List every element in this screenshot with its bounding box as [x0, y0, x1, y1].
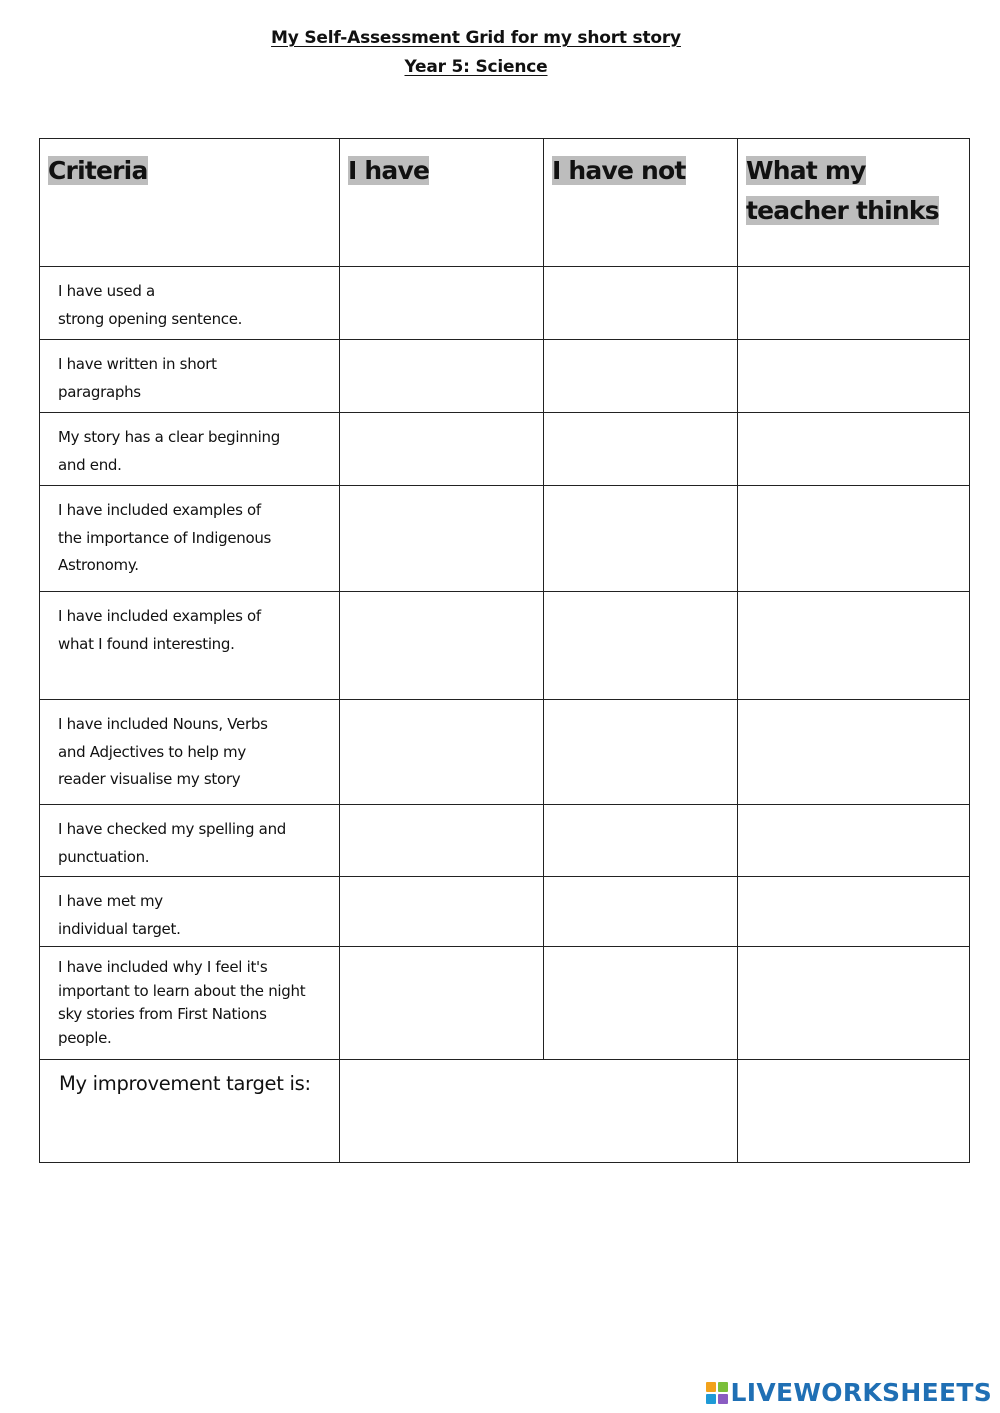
- i-have-not-header: [544, 139, 738, 267]
- criterion-cell: [40, 413, 340, 486]
- criteria-header: [40, 139, 340, 267]
- improvement-target-cell[interactable]: [340, 1060, 738, 1163]
- i-have-header: [340, 139, 544, 267]
- i-have-not-cell[interactable]: [544, 877, 738, 947]
- logo-square: [706, 1394, 716, 1404]
- i-have-header-label: I have: [348, 156, 430, 185]
- teacher-cell[interactable]: [738, 947, 970, 1060]
- table-row: [40, 592, 970, 700]
- criterion-cell: [40, 877, 340, 947]
- i-have-not-header-label: I have not: [552, 156, 686, 185]
- liveworksheets-logo-icon: [706, 1382, 728, 1404]
- i-have-cell[interactable]: [340, 700, 544, 805]
- teacher-header: [738, 139, 970, 267]
- criterion-cell: [40, 486, 340, 592]
- teacher-header-label: What my teacher thinks: [746, 156, 939, 225]
- i-have-not-cell[interactable]: [544, 805, 738, 877]
- logo-square: [718, 1394, 728, 1404]
- table-row: [40, 486, 970, 592]
- logo-square: [706, 1382, 716, 1392]
- i-have-not-cell[interactable]: [544, 340, 738, 413]
- teacher-cell[interactable]: [738, 805, 970, 877]
- teacher-cell[interactable]: [738, 413, 970, 486]
- criterion-text: I have written in short paragraphs: [58, 355, 217, 401]
- teacher-cell[interactable]: [738, 877, 970, 947]
- criterion-cell: [40, 592, 340, 700]
- criterion-text: I have included examples of the importance of Indigenous Astronomy.: [58, 501, 272, 574]
- criterion-text: My story has a clear beginning and end.: [58, 428, 280, 474]
- criterion-text: I have included why I feel it's important to learn about the night sky stories from First Nations people.: [58, 958, 306, 1047]
- header-row: [40, 139, 970, 267]
- i-have-not-cell[interactable]: [544, 267, 738, 340]
- teacher-cell[interactable]: [738, 267, 970, 340]
- liveworksheets-logo: [706, 1378, 992, 1407]
- criterion-text: I have used a strong opening sentence.: [58, 282, 243, 328]
- logo-square: [718, 1382, 728, 1392]
- table-row: [40, 267, 970, 340]
- self-assessment-grid: [39, 138, 970, 1163]
- document-title: My Self-Assessment Grid for my short story: [271, 28, 681, 48]
- improvement-row: [40, 1060, 970, 1163]
- criterion-text: I have checked my spelling and punctuation.: [58, 820, 287, 866]
- i-have-not-cell[interactable]: [544, 947, 738, 1060]
- i-have-not-cell[interactable]: [544, 700, 738, 805]
- criterion-cell: [40, 267, 340, 340]
- teacher-cell[interactable]: [738, 592, 970, 700]
- improvement-teacher-cell[interactable]: [738, 1060, 970, 1163]
- teacher-cell[interactable]: [738, 340, 970, 413]
- teacher-cell[interactable]: [738, 486, 970, 592]
- criterion-cell: [40, 805, 340, 877]
- table-row: [40, 700, 970, 805]
- i-have-cell[interactable]: [340, 413, 544, 486]
- document-subtitle: Year 5: Science: [404, 57, 548, 77]
- criterion-cell: [40, 947, 340, 1060]
- liveworksheets-brand: LIVEWORKSHEETS: [730, 1378, 992, 1407]
- criterion-text: I have met my individual target.: [58, 892, 181, 938]
- criterion-cell: [40, 340, 340, 413]
- table-row: [40, 805, 970, 877]
- teacher-cell[interactable]: [738, 700, 970, 805]
- i-have-cell[interactable]: [340, 486, 544, 592]
- criterion-cell: [40, 700, 340, 805]
- i-have-not-cell[interactable]: [544, 486, 738, 592]
- i-have-cell[interactable]: [340, 877, 544, 947]
- table-row: [40, 413, 970, 486]
- criterion-text: I have included Nouns, Verbs and Adjectives to help my reader visualise my story: [58, 715, 268, 788]
- improvement-label-cell: [40, 1060, 340, 1163]
- table-row: [40, 340, 970, 413]
- i-have-cell[interactable]: [340, 267, 544, 340]
- i-have-cell[interactable]: [340, 592, 544, 700]
- i-have-cell[interactable]: [340, 947, 544, 1060]
- i-have-cell[interactable]: [340, 805, 544, 877]
- criterion-text: I have included examples of what I found interesting.: [58, 607, 261, 653]
- table-row: [40, 877, 970, 947]
- improvement-label: My improvement target is:: [59, 1072, 311, 1095]
- i-have-not-cell[interactable]: [544, 592, 738, 700]
- i-have-cell[interactable]: [340, 340, 544, 413]
- criteria-header-label: Criteria: [48, 156, 148, 185]
- table-row: [40, 947, 970, 1060]
- i-have-not-cell[interactable]: [544, 413, 738, 486]
